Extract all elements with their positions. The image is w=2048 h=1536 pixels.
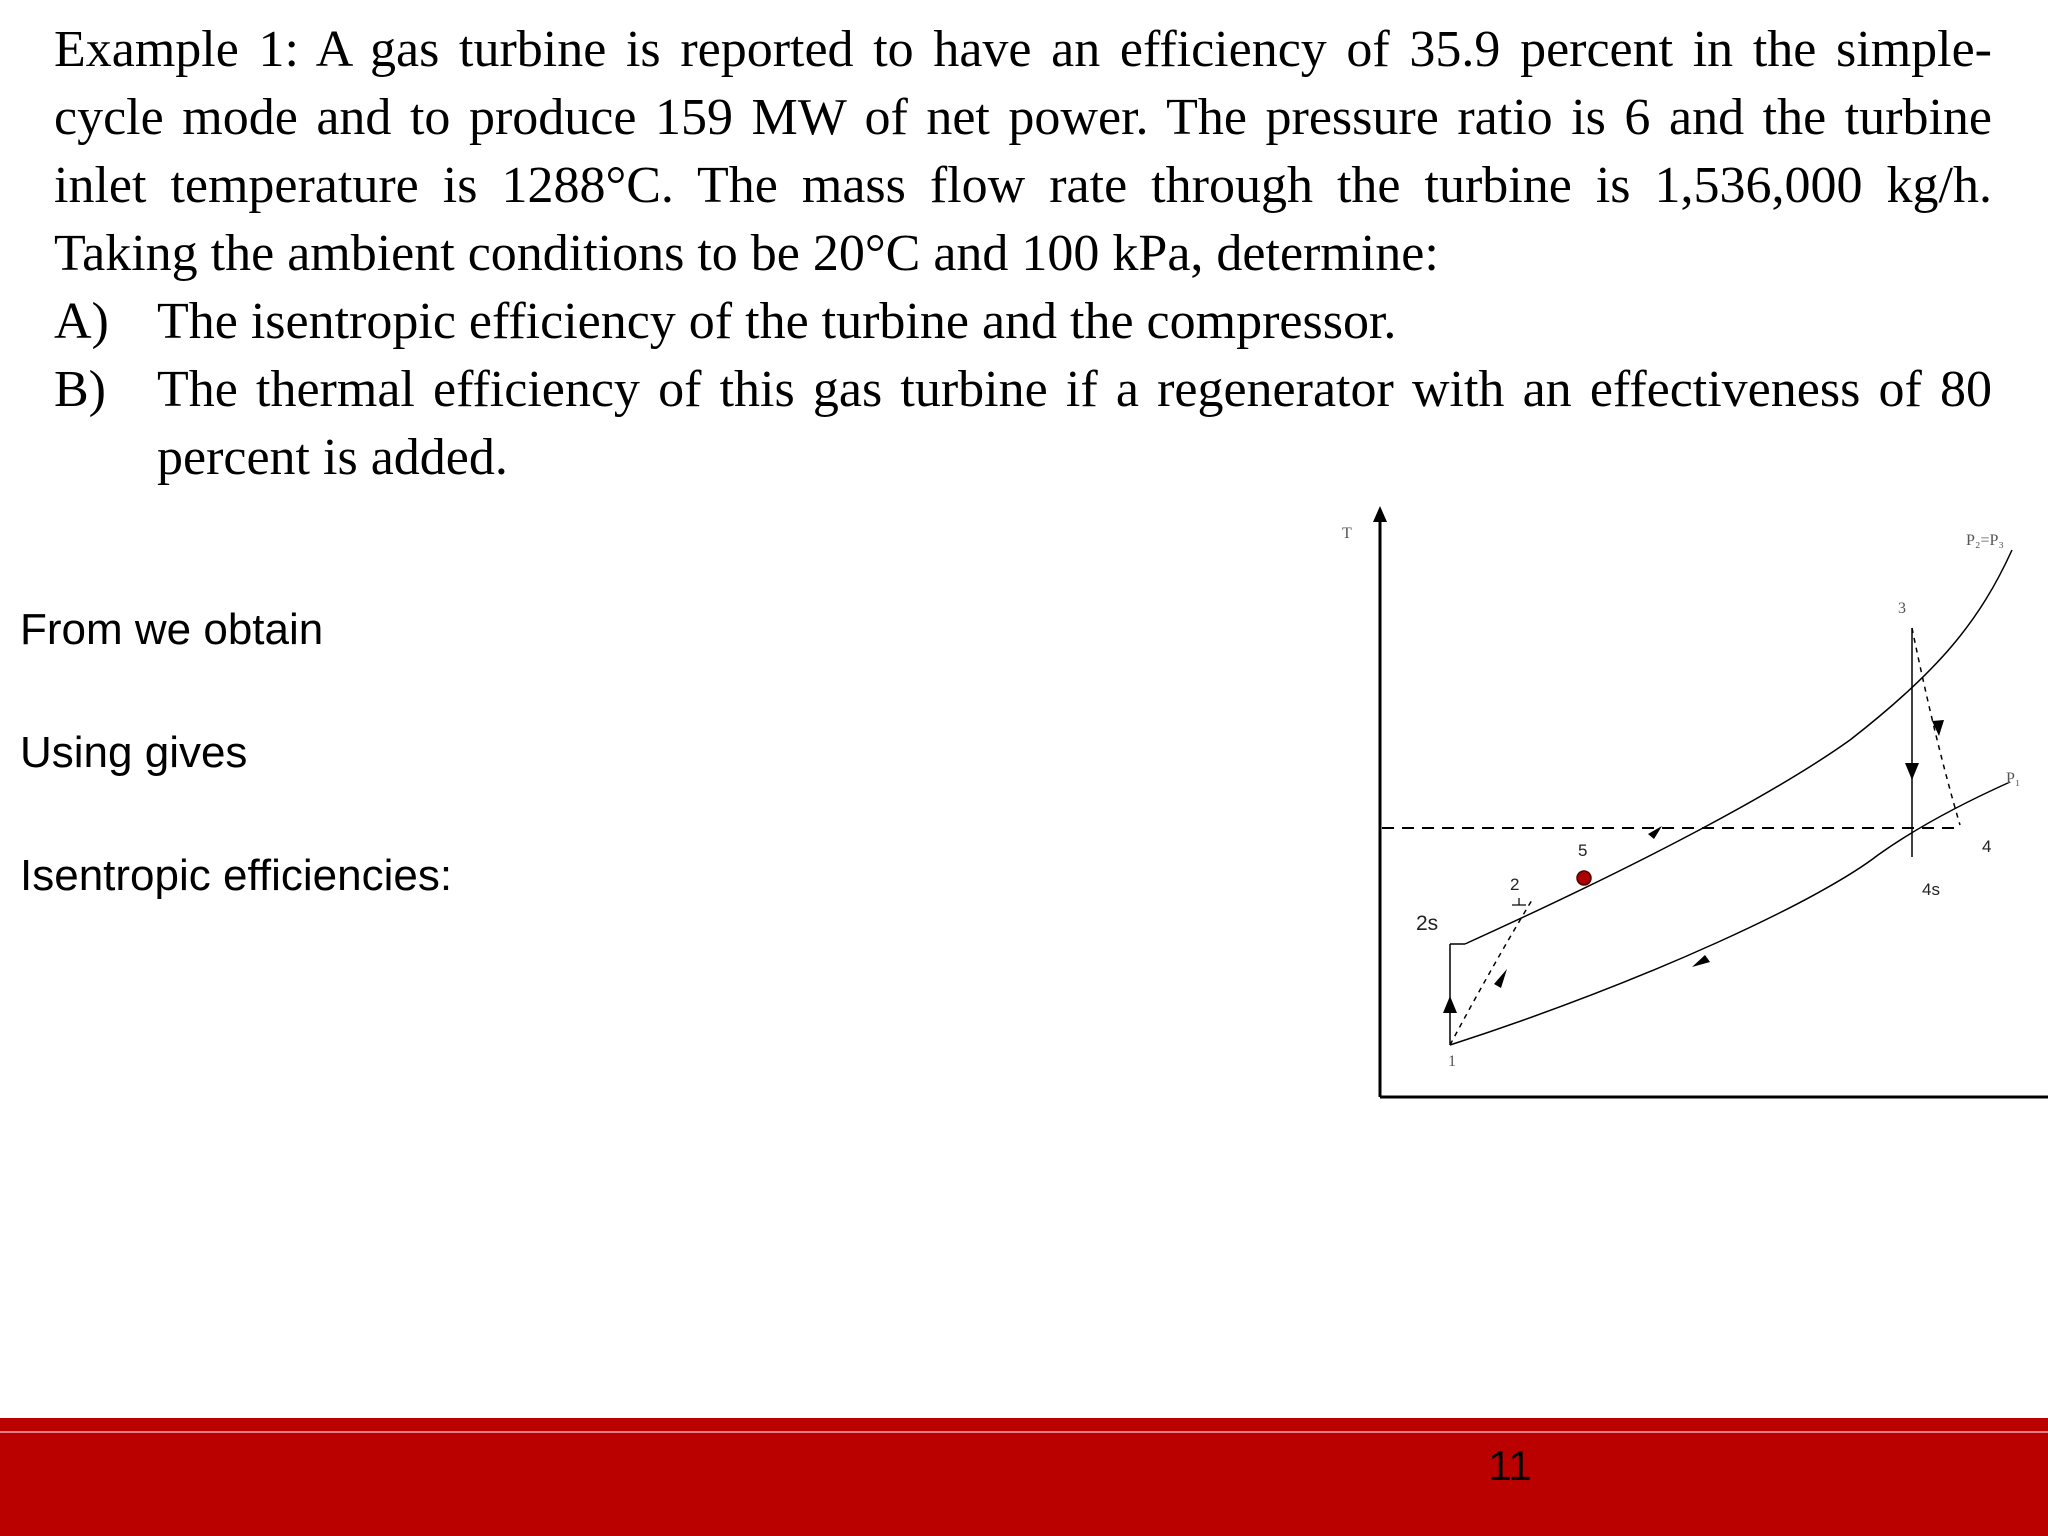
item-b-letter: B) [54, 361, 106, 418]
point-4-label: 4 [1982, 837, 1992, 856]
point-2-label: 2 [1510, 875, 1520, 894]
footer-band [0, 1418, 2048, 1536]
page-number: 11 [1488, 1442, 1532, 1489]
problem-intro: Example 1: A gas turbine is reported to have an efficiency of 35.9 percent in the simple-cycle mode and to produce 159 MW of net power. The pressure ratio is 6 and the turbine inlet temperature is 1288°C. The mass flow rate through the turbine is 1,536,000 kg/h. Taking the ambient conditions to be 20°C and 100 kPa, determine: [54, 21, 1992, 282]
item-a-letter: A) [54, 293, 109, 350]
point-4s-label: 4s [1922, 880, 1940, 899]
note-using-gives: Using gives [20, 728, 248, 777]
note-from-obtain: From we obtain [20, 605, 324, 654]
point-3-label: 3 [1898, 600, 1906, 617]
actual-compression-arrow-icon [1494, 969, 1507, 988]
t-axis-arrow-icon [1373, 506, 1387, 522]
ts-diagram [1300, 500, 2048, 1110]
problem-item-b [54, 356, 1992, 492]
isobar-low-label: P₁ [2006, 770, 2021, 787]
t-axis-label: T [1342, 525, 1352, 542]
problem-item-a [54, 288, 1992, 356]
isobar-high-label: P₂=P₃ [1966, 532, 2004, 549]
problem-statement [54, 16, 1992, 492]
item-b-text: The thermal efficiency of this gas turbine if a regenerator with an effectiveness of 80 percent is added. [157, 361, 1992, 486]
expansion-arrow-icon [1905, 763, 1919, 780]
point-5-marker [1577, 871, 1591, 885]
point-5-label: 5 [1578, 841, 1588, 860]
point-2s-label: 2s [1416, 912, 1439, 935]
line-1-2-actual [1450, 900, 1532, 1045]
note-isentropic-efficiencies: Isentropic efficiencies: [20, 851, 453, 900]
item-a-text: The isentropic efficiency of the turbine and the compressor. [157, 293, 1397, 350]
footer-divider [0, 1431, 2048, 1433]
compression-arrow-icon [1443, 996, 1457, 1013]
heat-rejection-arrow-icon [1692, 955, 1710, 967]
point-1-label: 1 [1448, 1053, 1456, 1070]
isobar-low-pressure [1450, 782, 2010, 1045]
